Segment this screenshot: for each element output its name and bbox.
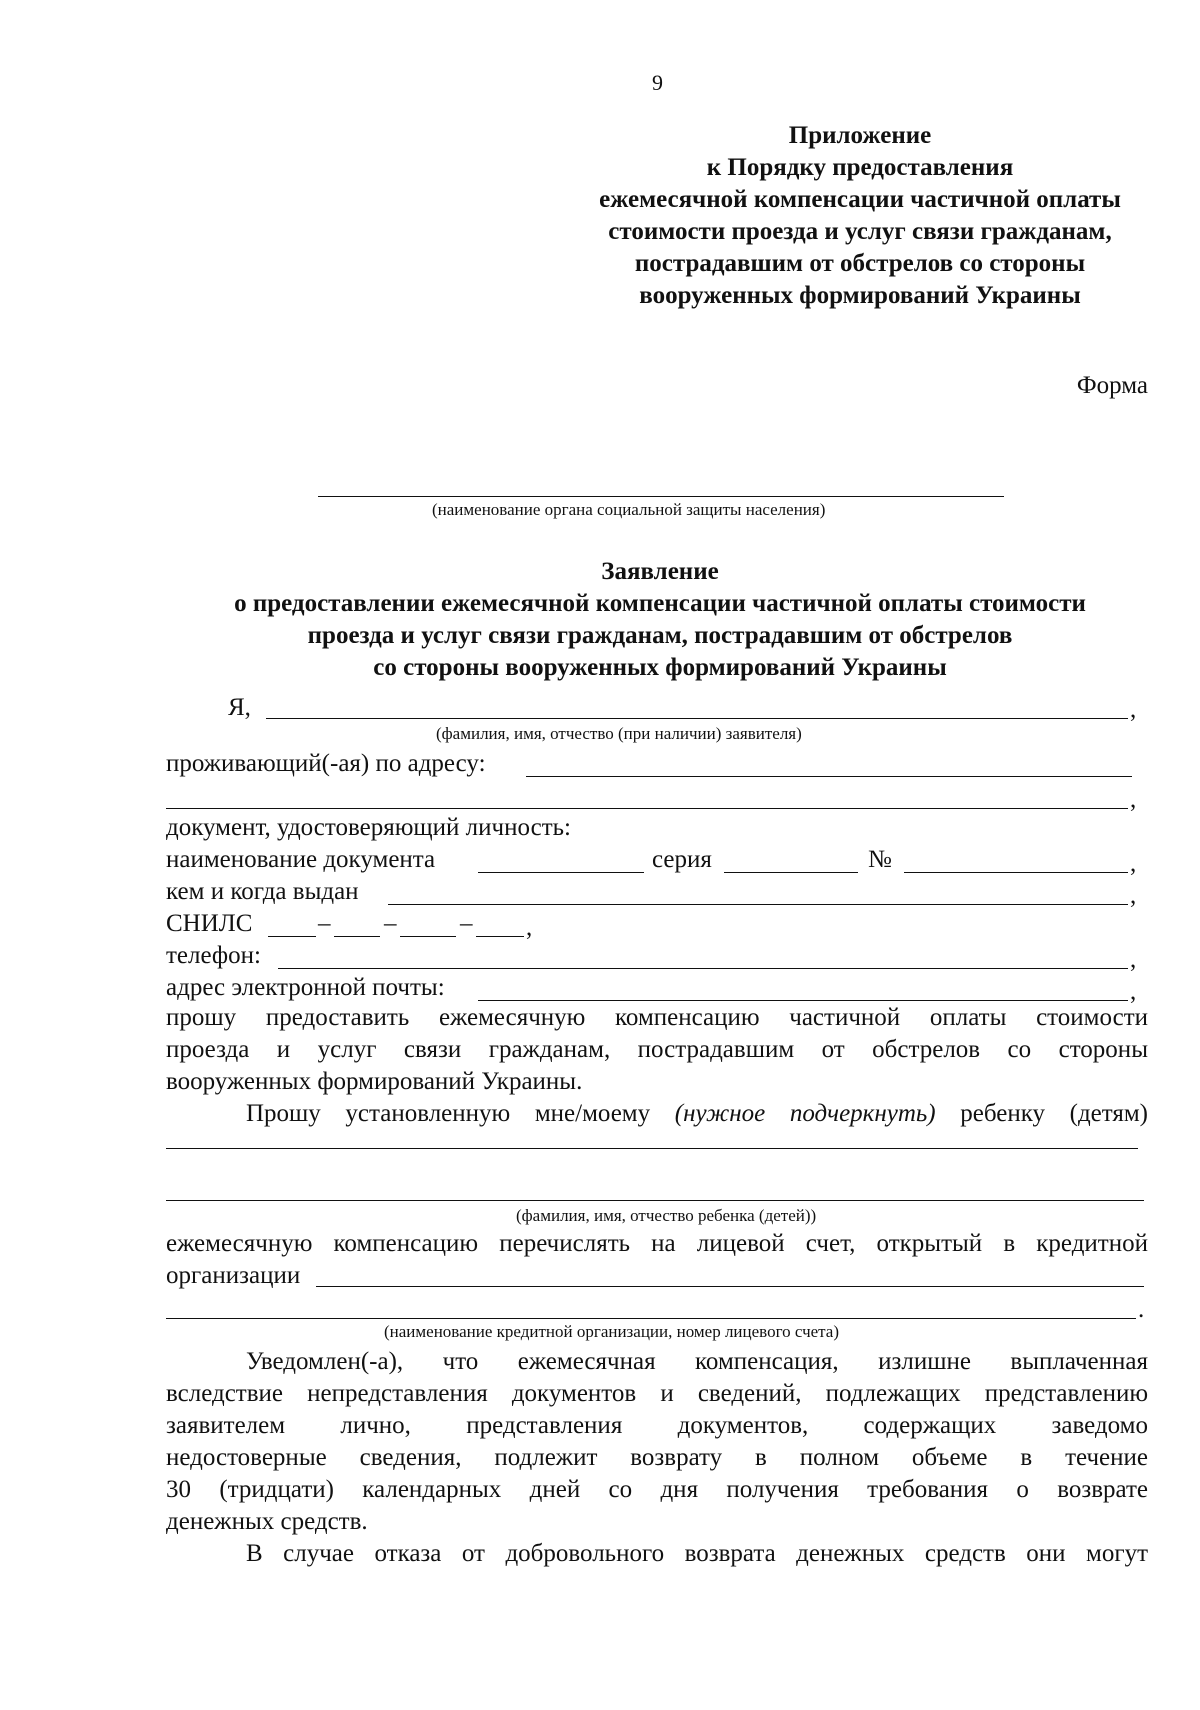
address-field[interactable] [526, 776, 1132, 777]
account-paragraph [166, 1228, 1148, 1260]
snils-label: СНИЛС [166, 910, 253, 937]
comma: , [1130, 696, 1137, 723]
comma: , [1130, 978, 1137, 1005]
appendix-line: Приложение [788, 122, 932, 149]
snils-dash: – [318, 910, 331, 937]
notice-line: денежных средств. [166, 1508, 368, 1535]
title-line: Заявление [601, 558, 719, 585]
doc-name-label: наименование документа [166, 846, 436, 873]
request-line: проезда и услуг связи гражданам, пострадавшим от обстрелов со стороны [166, 1036, 1148, 1063]
phone-field[interactable] [278, 968, 1128, 969]
issued-by-field[interactable] [388, 904, 1128, 905]
child-text-end: ребенку (детям) [935, 1100, 1149, 1127]
child-line [166, 1098, 1148, 1130]
snils-dash: – [384, 910, 397, 937]
period: . [1138, 1296, 1145, 1323]
comma: , [1130, 882, 1137, 909]
title-line: со стороны вооруженных формирований Украины [373, 654, 947, 681]
ya-label: Я, [228, 694, 251, 721]
child-name-field-1[interactable] [166, 1148, 1138, 1149]
notice-line: Уведомлен(-а), что ежемесячная компенсация, излишне выплаченная [246, 1348, 1148, 1375]
snils-field-2[interactable] [334, 936, 380, 937]
child-text-italic: (нужное подчеркнуть) [674, 1100, 936, 1127]
appendix-line: вооруженных формирований Украины [639, 282, 1081, 309]
email-label: адрес электронной почты: [166, 974, 445, 1001]
phone-label: телефон: [166, 942, 261, 969]
number-label: № [868, 846, 892, 873]
appendix-line: ежемесячной компенсации частичной оплаты [599, 186, 1121, 213]
comma: , [1130, 850, 1137, 877]
comma: , [1130, 946, 1137, 973]
statement-title [120, 556, 1200, 684]
series-field[interactable] [724, 872, 858, 873]
address-field-2[interactable] [166, 808, 1128, 809]
appendix-line: к Порядку предоставления [706, 154, 1014, 181]
notice-line: недостоверные сведения, подлежит возврату в полном объеме в течение [166, 1444, 1148, 1471]
notice-line: заявителем лично, представления документов, содержащих заведомо [166, 1412, 1148, 1439]
snils-dash: – [460, 910, 473, 937]
authority-field[interactable] [318, 496, 1004, 497]
issued-by-label: кем и когда выдан [166, 878, 359, 905]
bank-field-2[interactable] [166, 1318, 1136, 1319]
doc-name-field[interactable] [478, 872, 644, 873]
request-line: прошу предоставить ежемесячную компенсацию частичной оплаты стоимости [166, 1004, 1148, 1031]
refusal-paragraph [166, 1538, 1148, 1570]
comma: , [526, 914, 533, 941]
child-text-start: Прошу установленную мне/моему [246, 1100, 675, 1127]
appendix-line: стоимости проезда и услуг связи гражданам, [608, 218, 1112, 245]
series-label: серия [652, 846, 712, 873]
notice-line: вследствие непредставления документов и сведений, подлежащих представлению [166, 1380, 1148, 1407]
title-line: о предоставлении ежемесячной компенсации частичной оплаты стоимости [234, 590, 1086, 617]
notice-paragraph [166, 1346, 1148, 1538]
id-document-label: документ, удостоверяющий личность: [166, 814, 571, 841]
page-number: 9 [652, 70, 663, 95]
number-field[interactable] [904, 872, 1128, 873]
authority-caption: (наименование органа социальной защиты населения) [432, 500, 826, 519]
appendix-header [560, 120, 1160, 312]
account-organization-label: организации [166, 1262, 301, 1289]
applicant-name-caption: (фамилия, имя, отчество (при наличии) заявителя) [436, 724, 802, 743]
applicant-name-field[interactable] [266, 718, 1128, 719]
snils-field-3[interactable] [400, 936, 456, 937]
snils-field-1[interactable] [268, 936, 316, 937]
email-field[interactable] [478, 1000, 1128, 1001]
comma: , [1130, 786, 1137, 813]
request-line: вооруженных формирований Украины. [166, 1068, 583, 1095]
address-label: проживающий(-ая) по адресу: [166, 750, 486, 777]
child-name-caption: (фамилия, имя, отчество ребенка (детей)) [516, 1206, 817, 1225]
form-label: Форма [1076, 372, 1148, 399]
appendix-line: пострадавшим от обстрелов со стороны [634, 250, 1086, 277]
bank-caption: (наименование кредитной организации, номер лицевого счета) [384, 1322, 840, 1341]
title-line: проезда и услуг связи гражданам, пострадавшим от обстрелов [307, 622, 1013, 649]
account-line: ежемесячную компенсацию перечислять на лицевой счет, открытый в кредитной [166, 1230, 1148, 1257]
request-paragraph [166, 1002, 1148, 1098]
snils-field-4[interactable] [476, 936, 524, 937]
child-name-field-2[interactable] [166, 1200, 1144, 1201]
refusal-line: В случае отказа от добровольного возврата денежных средств они могут [246, 1540, 1148, 1567]
child-paragraph [166, 1098, 1148, 1130]
bank-field-1[interactable] [316, 1286, 1144, 1287]
notice-line: 30 (тридцати) календарных дней со дня получения требования о возврате [166, 1476, 1148, 1503]
